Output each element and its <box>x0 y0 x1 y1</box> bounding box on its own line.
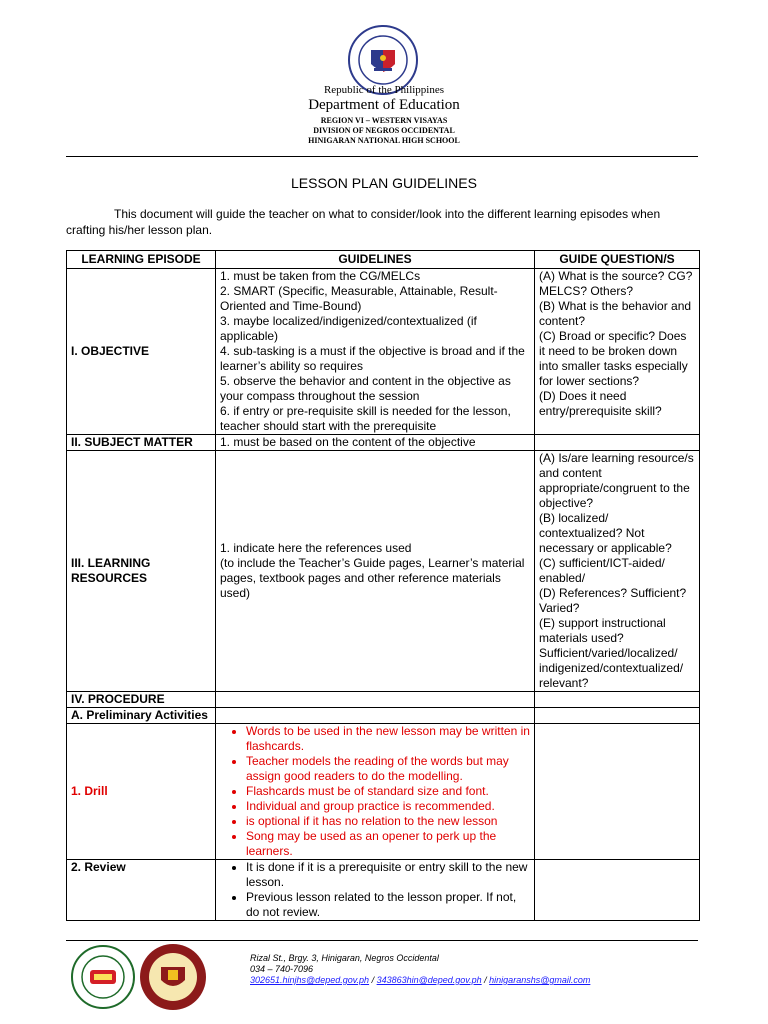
bullet-item: • Previous lesson related to the lesson proper. If not, do not review. <box>246 890 530 920</box>
resources-guidelines <box>216 451 535 692</box>
guideline-item: 2. SMART (Specific, Measurable, Attainable, Result-Oriented and Time-Bound) <box>220 284 498 313</box>
republic-line: Republic of the Philippines <box>323 84 445 96</box>
empty-cell <box>535 860 700 921</box>
episode-procedure: IV. PROCEDURE <box>67 692 216 708</box>
school-seal-logo <box>138 942 208 1012</box>
table-row-drill <box>67 724 700 860</box>
col-header-guidelines: GUIDELINES <box>216 251 535 269</box>
page-title: LESSON PLAN GUIDELINES <box>291 175 477 191</box>
empty-cell <box>216 708 535 724</box>
guideline-item: 3. maybe localized/indigenized/contextualized (if applicable) <box>220 314 477 343</box>
email-link-1[interactable]: 302651.hinjhs@deped.gov.ph <box>250 975 370 985</box>
table-row-subject-matter <box>67 435 700 451</box>
subject-matter-questions <box>535 435 700 451</box>
separator: / <box>481 975 490 985</box>
question-item: (B) localized/ contextualized? Not necessary or applicable? <box>539 511 672 555</box>
subject-matter-guideline: 1. must be based on the content of the objective <box>216 435 535 451</box>
table-header-row <box>67 251 700 269</box>
resources-questions <box>535 451 700 692</box>
question-item: (A) Is/are learning resource/s and content appropriate/congruent to the objective? <box>539 451 694 510</box>
guideline-item: 5. observe the behavior and content in the objective as your compass throughout the session <box>220 374 511 403</box>
question-item: (D) Does it need entry/prerequisite skill? <box>539 389 662 418</box>
guideline-item: 4. sub-tasking is a must if the objective is broad and if the learner’s ability so requires <box>220 344 525 373</box>
department-name: Department of Education <box>308 97 460 113</box>
table-row-review <box>67 860 700 921</box>
division-line: DIVISION OF NEGROS OCCIDENTAL <box>313 126 455 135</box>
empty-cell <box>535 724 700 860</box>
bullet-item: • It is done if it is a prerequisite or entry skill to the new lesson. <box>246 860 530 890</box>
question-item: (A) What is the source? CG? MELCS? Others? <box>539 269 693 298</box>
email-link-2[interactable]: 343863hin@deped.gov.ph <box>376 975 482 985</box>
bullet-item: • Words to be used in the new lesson may be written in flashcards. <box>246 724 530 754</box>
guideline-item: 1. must be taken from the CG/MELCs <box>220 269 421 283</box>
guideline-item: (to include the Teacher’s Guide pages, Learner’s material pages, textbook pages and other reference materials used) <box>220 556 525 600</box>
guideline-item: 6. if entry or pre-requisite skill is needed for the lesson, teacher should start with the prerequisite <box>220 404 511 433</box>
drill-guidelines <box>216 724 535 860</box>
footer-emails <box>250 975 590 986</box>
episode-drill: 1. Drill <box>67 724 216 860</box>
guideline-item: 1. indicate here the references used <box>220 541 412 555</box>
separator: / <box>369 975 377 985</box>
episode-objective: I. OBJECTIVE <box>67 269 216 435</box>
question-item: (D) References? Sufficient? Varied? <box>539 586 687 615</box>
lesson-plan-table <box>66 250 700 921</box>
episode-review: 2. Review <box>67 860 216 921</box>
objective-guidelines <box>216 269 535 435</box>
footer-address: Rizal St., Brgy. 3, Hinigaran, Negros Occidental <box>250 953 439 963</box>
bullet-item: • Song may be used as an opener to perk up the learners. <box>246 829 530 859</box>
col-header-questions: GUIDE QUESTION/S <box>535 251 700 269</box>
question-item: (C) Broad or specific? Does it need to be broken down into smaller tasks especially for lower sections? <box>539 329 688 388</box>
objective-questions <box>535 269 700 435</box>
footer-phone: 034 – 740-7096 <box>250 964 314 974</box>
bullet-item: • is optional if it has no relation to the new lesson <box>246 814 530 829</box>
col-header-episode: LEARNING EPISODE <box>67 251 216 269</box>
table-row-objective <box>67 269 700 435</box>
division-seal-logo <box>70 944 136 1010</box>
question-item: (C) sufficient/ICT-aided/ enabled/ <box>539 556 665 585</box>
intro-paragraph: This document will guide the teacher on what to consider/look into the different learning episodes when crafting his/her lesson plan. <box>66 207 661 237</box>
footer-divider <box>66 940 698 941</box>
question-item: (B) What is the behavior and content? <box>539 299 692 328</box>
email-link-3[interactable]: hinigaranshs@gmail.com <box>489 975 591 985</box>
table-row-preliminary <box>67 708 700 724</box>
bullet-item: • Individual and group practice is recommended. <box>246 799 530 814</box>
episode-learning-resources: III. LEARNING RESOURCES <box>67 451 216 692</box>
footer-contact <box>250 953 590 986</box>
empty-cell <box>535 692 700 708</box>
table-row-procedure <box>67 692 700 708</box>
episode-subject-matter: II. SUBJECT MATTER <box>67 435 216 451</box>
header-divider <box>66 156 698 157</box>
school-line: HINIGARAN NATIONAL HIGH SCHOOL <box>308 136 460 145</box>
bullet-item: • Flashcards must be of standard size and font. <box>246 784 530 799</box>
empty-cell <box>216 692 535 708</box>
episode-preliminary: A. Preliminary Activities <box>67 708 216 724</box>
region-line: REGION VI – WESTERN VISAYAS <box>320 116 448 125</box>
empty-cell <box>535 708 700 724</box>
table-row-resources <box>67 451 700 692</box>
question-item: (E) support instructional materials used? Sufficient/varied/localized/ indigenized/contextualized/ relevant? <box>539 616 684 690</box>
review-guidelines <box>216 860 535 921</box>
bullet-item: • Teacher models the reading of the words but may assign good readers to do the modelling. <box>246 754 530 784</box>
